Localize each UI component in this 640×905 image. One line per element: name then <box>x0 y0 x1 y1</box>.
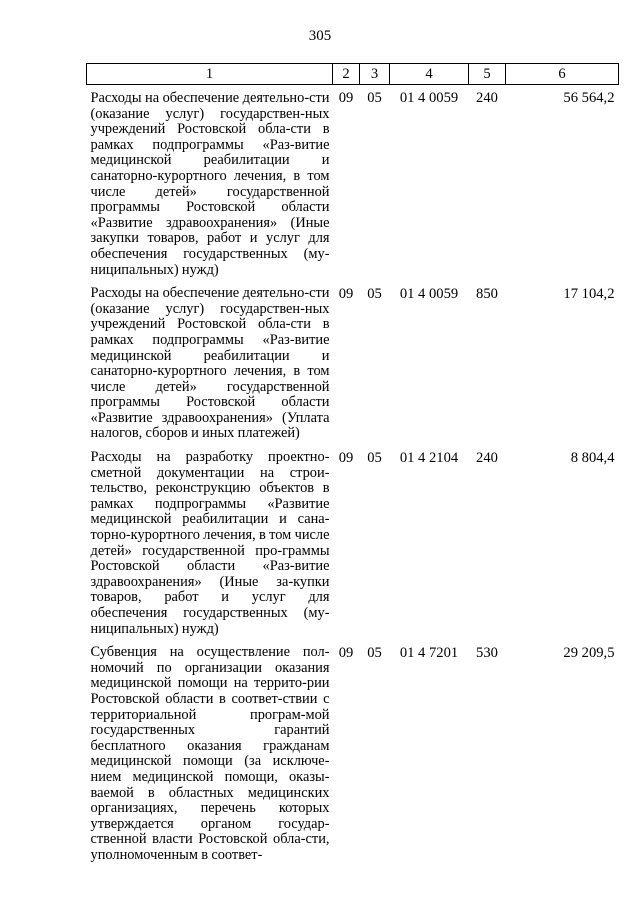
row-subsection-code: 05 <box>367 450 382 467</box>
row-expense-type-code: 850 <box>476 286 498 303</box>
row-expense-type-code: 240 <box>476 450 498 467</box>
table-row <box>87 450 619 645</box>
column-header-3: 3 <box>360 64 390 85</box>
table-row <box>87 85 619 287</box>
budget-table <box>86 63 619 872</box>
row-amount: 17 104,2 <box>563 286 615 303</box>
table-header-row <box>87 64 619 85</box>
row-amount: 56 564,2 <box>563 90 615 106</box>
column-header-1: 1 <box>87 64 333 85</box>
row-expense-type-code: 240 <box>476 90 498 106</box>
row-section-code: 09 <box>338 450 354 467</box>
row-target-article-code: 01 4 2104 <box>399 450 459 467</box>
row-target-article-code: 01 4 7201 <box>399 645 459 662</box>
table-row <box>87 645 619 871</box>
row-description: Расходы на разработку проектно-сметной документации на строи-тельство, реконструкцию объектов в рамках подпрограммы «Развитие медицинской реабилитации и сана-торно-курортного лечения, в том числе детей» государственной про-граммы Ростовской области «Раз-витие здравоохранения» (Иные за-купки товаров, работ и услуг для обеспечения государственных (му-ниципальных) нужд) <box>90 449 330 637</box>
row-target-article-code: 01 4 0059 <box>399 90 459 106</box>
row-subsection-code: 05 <box>367 286 382 303</box>
row-description: Субвенция на осуществление пол-номочий по организации оказания медицинской помощи на террито-рии Ростовской области в соответ-ствии с территориальной програм-мой государственных гарантий бесплатного оказания гражданам медицинской помощи (за исключе-нием медицинской помощи, оказы-ваемой в областных медицинских организациях, перечень которых утверждается органом государ-ственной власти Ростовской обла-сти, уполномоченным в соответ- <box>90 644 330 863</box>
row-section-code: 09 <box>338 286 354 303</box>
row-section-code: 09 <box>338 90 354 106</box>
row-subsection-code: 05 <box>367 645 382 662</box>
column-header-6: 6 <box>506 64 619 85</box>
row-subsection-code: 05 <box>367 90 382 106</box>
page-number: 305 <box>308 28 332 44</box>
row-expense-type-code: 530 <box>476 645 498 662</box>
row-amount: 29 209,5 <box>563 645 615 662</box>
row-amount: 8 804,4 <box>570 450 615 467</box>
column-header-2: 2 <box>333 64 360 85</box>
row-target-article-code: 01 4 0059 <box>399 286 459 303</box>
table-row <box>87 286 619 450</box>
row-section-code: 09 <box>338 645 354 662</box>
column-header-4: 4 <box>390 64 469 85</box>
row-description: Расходы на обеспечение деятельно-сти (оказание услуг) государствен-ных учреждений Ростовской обла-сти в рамках подпрограммы «Раз-витие медицинской реабилитации и санаторно-курортного лечения, в том числе детей» государственной программы Ростовской области «Развитие здравоохранения» (Уплата налогов, сборов и иных платежей) <box>90 285 330 442</box>
column-header-5: 5 <box>469 64 506 85</box>
row-description: Расходы на обеспечение деятельно-сти (оказание услуг) государствен-ных учреждений Ростовской обла-сти в рамках подпрограммы «Раз-витие медицинской реабилитации и санаторно-курортного лечения, в том числе детей» государственной программы Ростовской области «Развитие здравоохранения» (Иные закупки товаров, работ и услуг для обеспечения государственных (му-ниципальных) нужд) <box>90 90 330 278</box>
